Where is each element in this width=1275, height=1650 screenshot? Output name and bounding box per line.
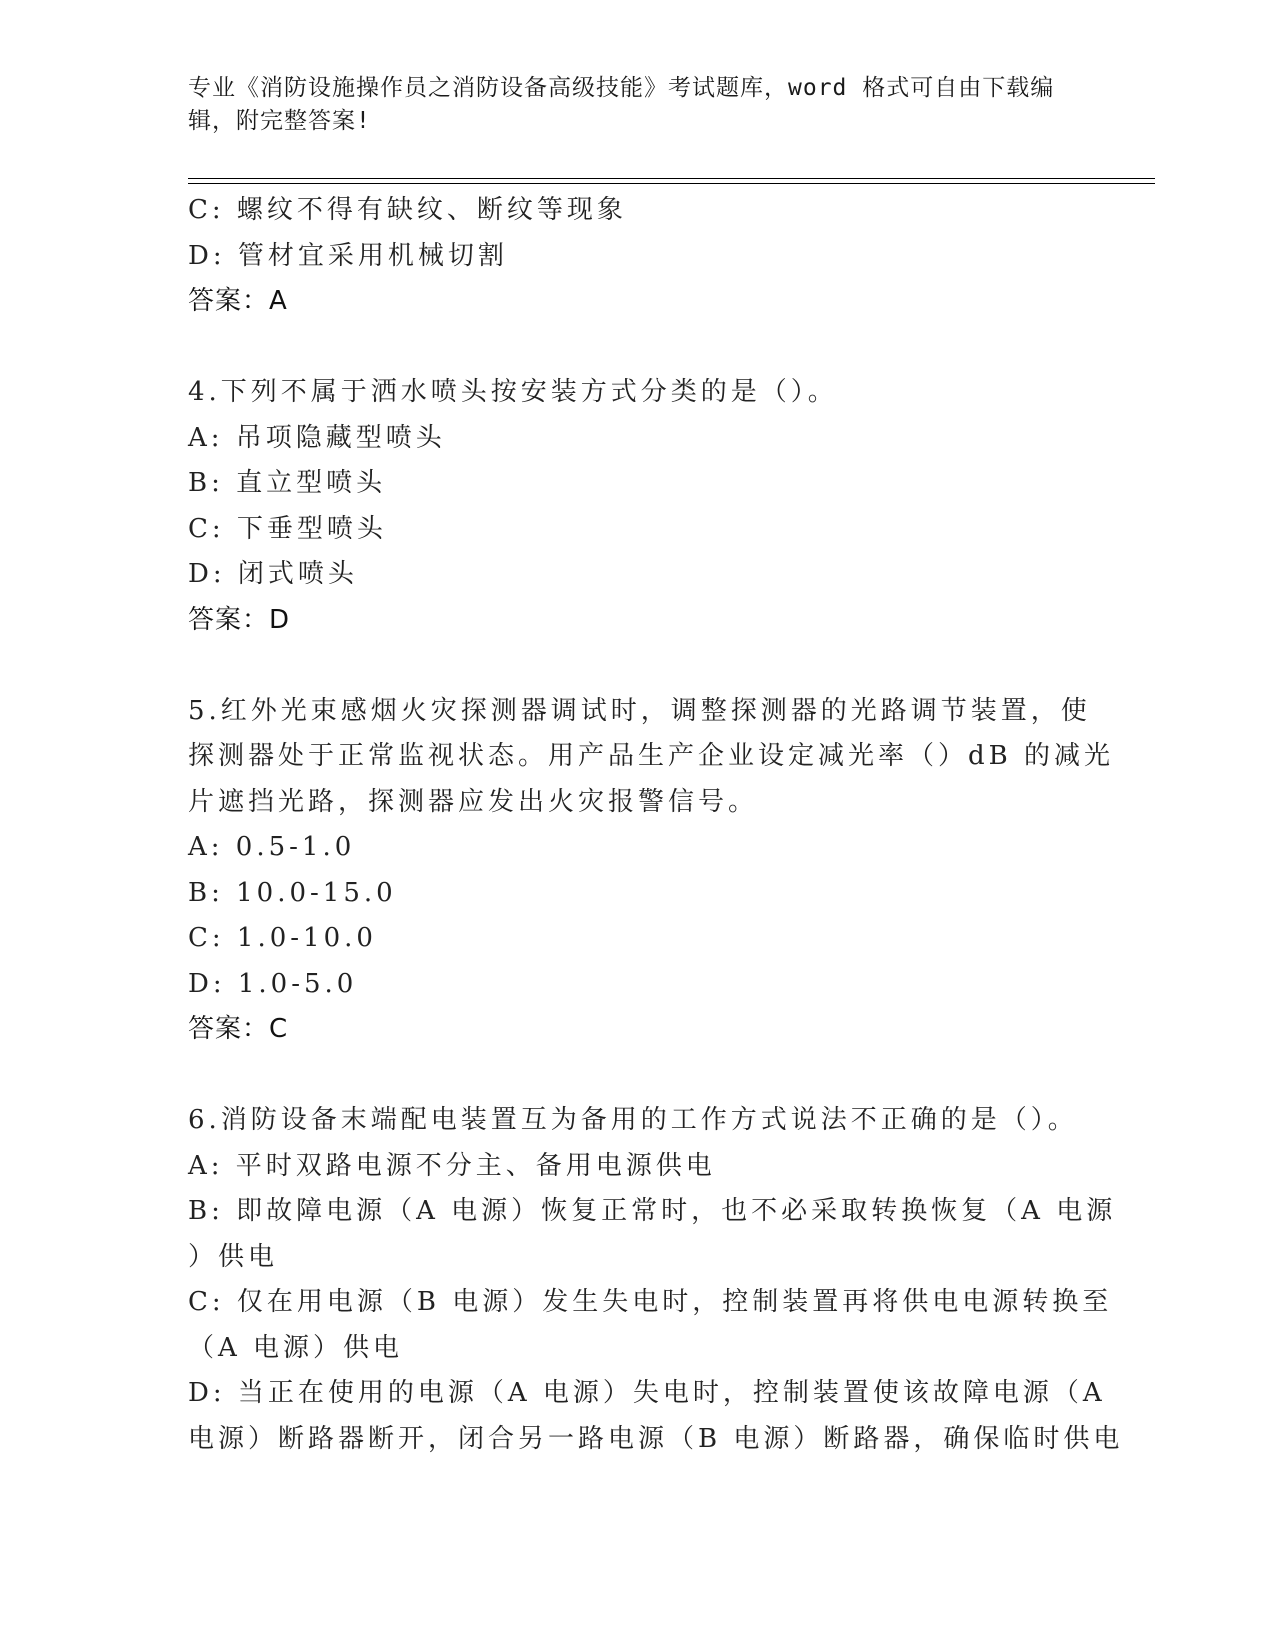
q3-answer: 答案：A (188, 286, 288, 316)
q6-option-b-line-2: ）供电 (188, 1241, 279, 1272)
question-4 (188, 370, 1088, 643)
q5-option-d: D: 1.0-5.0 (188, 968, 358, 999)
q4-option-a: A: 吊项隐藏型喷头 (188, 422, 446, 453)
question-content (188, 188, 1124, 1462)
header-divider (188, 178, 1155, 184)
q5-answer: 答案：C (188, 1014, 289, 1044)
q6-option-c-line-2: （A 电源）供电 (188, 1332, 404, 1363)
spacer (188, 643, 1088, 689)
q6-question-text: 6.消防设备末端配电装置互为备用的工作方式说法不正确的是（）。 (188, 1105, 1078, 1135)
page-header (188, 72, 1068, 138)
q4-question-text: 4.下列不属于洒水喷头按安装方式分类的是（）。 (188, 377, 838, 407)
q5-option-b: B: 10.0-15.0 (188, 877, 397, 908)
q4-option-b: B: 直立型喷头 (188, 468, 387, 498)
question-5 (188, 689, 1115, 1053)
q5-question-line-1: 5.红外光束感烟火灾探测器调试时，调整探测器的光路调节装置，使 (188, 695, 1091, 726)
header-line-1: 专业《消防设施操作员之消防设备高级技能》考试题库，word 格式可自由下载编 (188, 75, 1055, 101)
question-3-tail (188, 188, 1088, 325)
q5-question-line-3: 片遮挡光路，探测器应发出火灾报警信号。 (188, 786, 759, 817)
q5-option-c: C: 1.0-10.0 (188, 923, 377, 953)
q3-option-c: C: 螺纹不得有缺纹、断纹等现象 (188, 195, 627, 225)
q6-option-d-line-1: D: 当正在使用的电源（A 电源）失电时，控制装置使该故障电源（A (188, 1378, 1106, 1408)
question-6 (188, 1098, 1124, 1462)
q6-option-a: A: 平时双路电源不分主、备用电源供电 (188, 1150, 716, 1181)
q5-question-line-2: 探测器处于正常监视状态。用产品生产企业设定减光率（）dB 的减光 (188, 741, 1115, 771)
q6-option-b-line-1: B: 即故障电源（A 电源）恢复正常时，也不必采取转换恢复（A 电源 (188, 1196, 1117, 1226)
q4-option-c: C: 下垂型喷头 (188, 513, 387, 544)
header-line-2: 辑，附完整答案! (188, 108, 371, 134)
q3-option-d: D: 管材宜采用机械切割 (188, 240, 508, 271)
q5-option-a: A: 0.5-1.0 (188, 832, 356, 862)
q6-option-c-line-1: C: 仅在用电源（B 电源）发生失电时，控制装置再将供电电源转换至 (188, 1287, 1113, 1317)
spacer (188, 325, 1088, 371)
q4-answer: 答案：D (188, 604, 291, 635)
spacer (188, 1053, 1088, 1099)
q6-option-d-line-2: 电源）断路器断开，闭合另一路电源（B 电源）断路器，确保临时供电 (188, 1423, 1124, 1454)
q4-option-d: D: 闭式喷头 (188, 559, 358, 589)
